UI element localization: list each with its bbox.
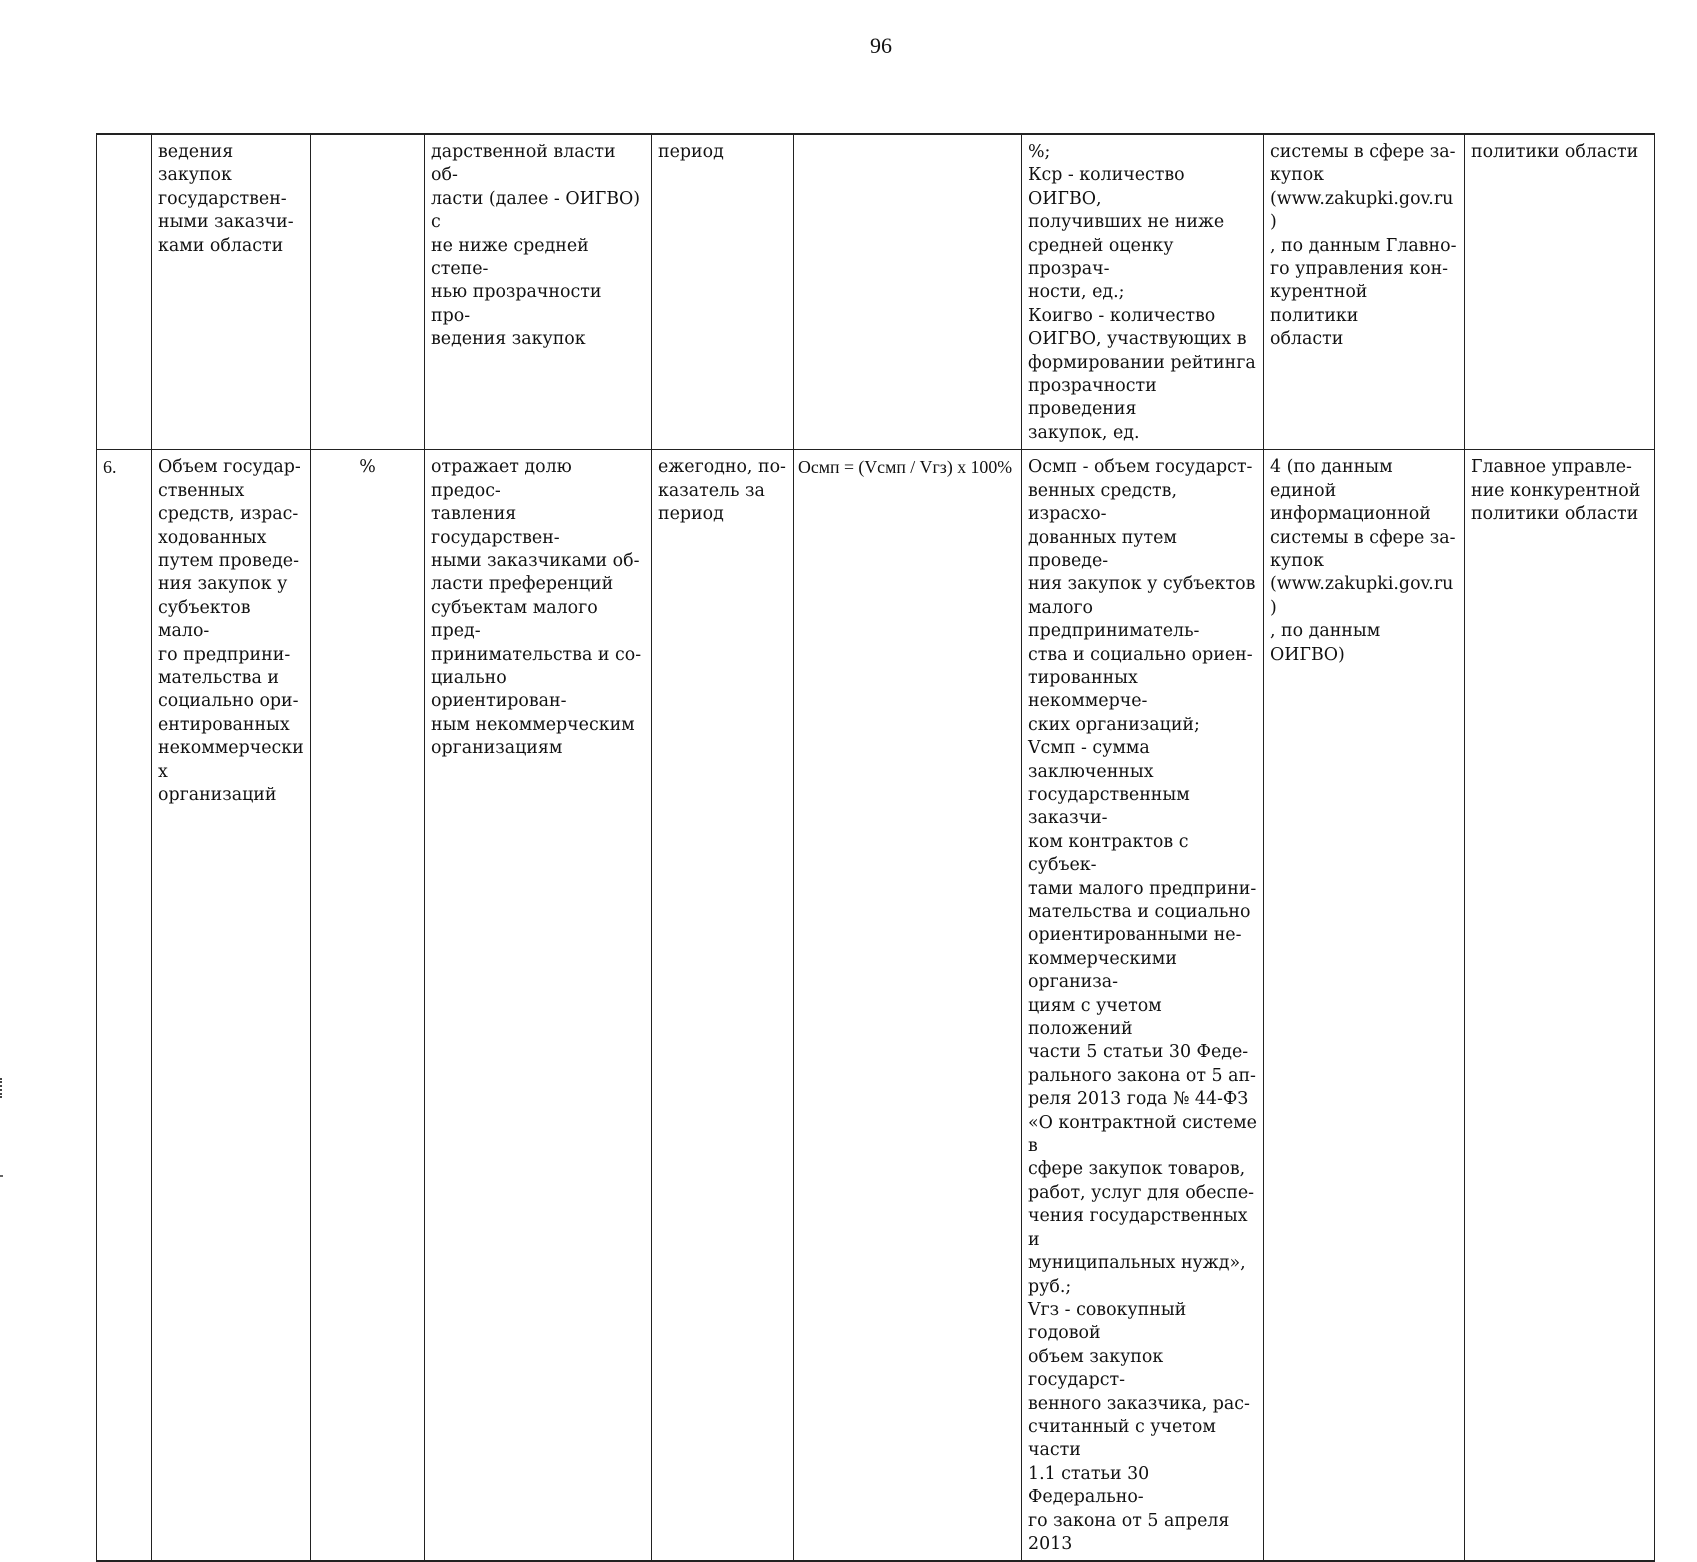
cell-responsible: Главное управле- ние конкурентной политики области: [1465, 450, 1655, 1562]
page-number: 96: [870, 33, 892, 58]
cell-description: дарственной власти об- ласти (далее - ОИГВО) с не ниже средней степе- нью прозрачности про- ведения закупок: [425, 134, 652, 450]
cell-responsible: политики области: [1465, 134, 1655, 450]
cell-variables: Осмп - объем государст- венных средств, израсхо- дованных путем проведе- ния закупок у субъектов малого предприниматель- ства и социально ориен- тированных некоммерче- ских организаций; Vсмп - сумма заключенных государственным заказчи- ком контрактов с субъек- тами малого предприни- мательства и социально ориентированными не- коммерческими организа- циям с учетом положений части 5 статьи 30 Феде- рального закона от 5 ап- реля 2013 года № 44-ФЗ «О контрактной системе в сфере закупок товаров, работ, услуг для обеспе- чения государственных и муниципальных нужд», руб.; Vгз - совокупный годовой объем закупок государст- венного заказчика, рас- считанный с учетом части 1.1 статьи 30 Федерально- го закона от 5 апреля 2013: [1022, 450, 1264, 1562]
cell-number: 6.: [97, 450, 152, 1562]
cell-variables: %; Кср - количество ОИГВО, получивших не ниже средней оценку прозрач- ности, ед.; Коигво - количество ОИГВО, участвующих в формировании рейтинга прозрачности проведения закупок, ед.: [1022, 134, 1264, 450]
cell-unit: [311, 134, 425, 450]
table-row-6: [97, 450, 1655, 1562]
cell-formula: [794, 134, 1022, 450]
cell-source: 4 (по данным единой информационной системы в сфере за- купок (www.zakupki.gov.ru) , по данным ОИГВО): [1264, 450, 1465, 1562]
table-row-continuation: [97, 134, 1655, 450]
cell-source: системы в сфере за- купок (www.zakupki.gov.ru) , по данным Главно- го управления кон- курентной политики области: [1264, 134, 1465, 450]
cell-number: [97, 134, 152, 450]
cell-frequency: период: [652, 134, 794, 450]
cell-unit: %: [311, 450, 425, 1562]
cell-formula: Осмп = (Vсмп / Vгз) х 100%: [794, 450, 1022, 1562]
cell-frequency: ежегодно, по- казатель за период: [652, 450, 794, 1562]
scan-edge-dot: [0, 1175, 3, 1177]
scan-edge-mark: [0, 1078, 5, 1098]
indicators-table-wrapper: [96, 133, 1654, 1562]
cell-indicator-name: Объем государ- ственных средств, израс- ходованных путем проведе- ния закупок у субъектов мало- го предприни- мательства и социально ори- ентированных некоммерческих организаций: [152, 450, 311, 1562]
cell-description: отражает долю предос- тавления государствен- ными заказчиками об- ласти преференций субъектам малого пред- принимательства и со- циально ориентирован- ным некоммерческим организациям: [425, 450, 652, 1562]
cell-indicator-name: ведения закупок государствен- ными заказчи- ками области: [152, 134, 311, 450]
indicators-table: [96, 133, 1655, 1562]
